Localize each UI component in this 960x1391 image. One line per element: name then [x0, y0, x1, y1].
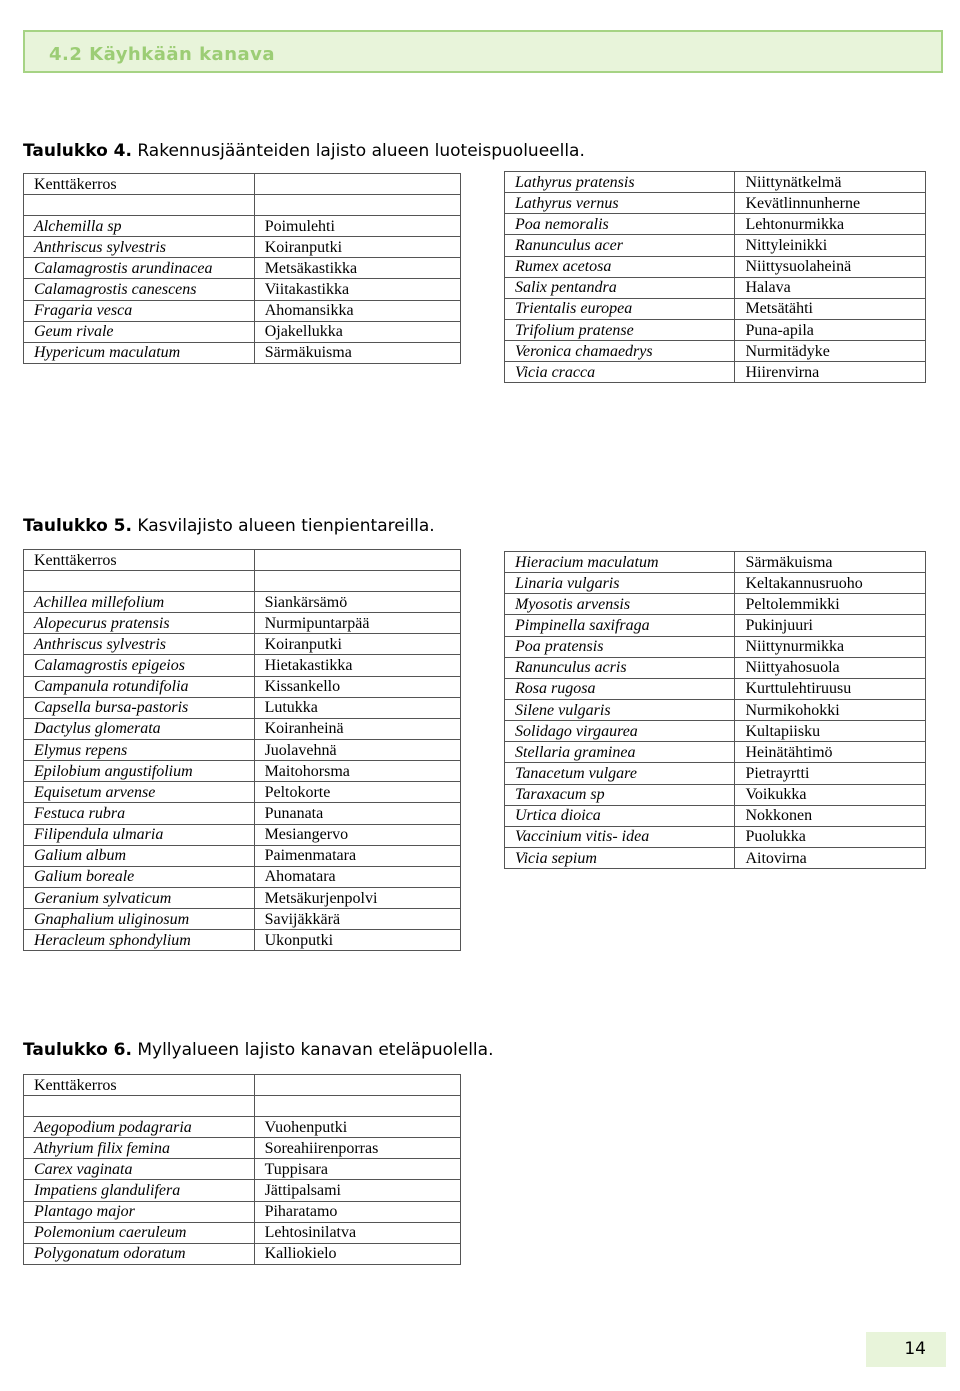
latin-name: Pimpinella saxifraga — [505, 615, 735, 636]
table-row — [24, 909, 461, 930]
common-name: Niittynurmikka — [735, 636, 926, 657]
table-row — [505, 277, 926, 298]
table-row — [24, 930, 461, 951]
section-title: 4.2 Käyhkään kanava — [49, 44, 276, 65]
empty-cell — [24, 1096, 255, 1117]
table-row — [505, 362, 926, 383]
table-row — [505, 214, 926, 235]
latin-name: Salix pentandra — [505, 277, 735, 298]
species-table-right — [504, 171, 926, 383]
latin-name: Myosotis arvensis — [505, 594, 735, 615]
common-name: Kurttulehtiruusu — [735, 678, 926, 699]
common-name: Aitovirna — [735, 847, 926, 868]
common-name: Pietrayrtti — [735, 763, 926, 784]
latin-name: Rumex acetosa — [505, 256, 735, 277]
common-name: Ahomansikka — [254, 300, 460, 321]
latin-name: Plantago major — [24, 1201, 255, 1222]
table-row — [505, 721, 926, 742]
common-name: Nurmipuntarpää — [254, 613, 460, 634]
latin-name: Geranium sylvaticum — [24, 887, 255, 908]
layer-header: Kenttäkerros — [24, 550, 255, 571]
latin-name: Alopecurus pratensis — [24, 613, 255, 634]
latin-name: Elymus repens — [24, 739, 255, 760]
common-name: Niittyahosuola — [735, 657, 926, 678]
table-header-row — [24, 1075, 461, 1096]
common-name: Nurmitädyke — [735, 341, 926, 362]
species-table-left — [23, 1074, 461, 1265]
common-name: Niittysuolaheinä — [735, 256, 926, 277]
empty-cell — [254, 195, 460, 216]
table-row — [505, 615, 926, 636]
table-row — [24, 613, 461, 634]
latin-name: Calamagrostis epigeios — [24, 655, 255, 676]
latin-name: Geum rivale — [24, 321, 255, 342]
common-name: Paimenmatara — [254, 845, 460, 866]
latin-name: Lathyrus vernus — [505, 193, 735, 214]
common-name: Metsätähti — [735, 298, 926, 319]
table-row — [24, 342, 461, 363]
latin-name: Stellaria graminea — [505, 742, 735, 763]
table-row — [24, 803, 461, 824]
spacer-row — [24, 195, 461, 216]
table-row — [24, 1159, 461, 1180]
layer-header: Kenttäkerros — [24, 174, 255, 195]
table-row — [505, 784, 926, 805]
common-name: Särmäkuisma — [735, 552, 926, 573]
common-name: Poimulehti — [254, 216, 460, 237]
common-name: Särmäkuisma — [254, 342, 460, 363]
table-row — [505, 298, 926, 319]
latin-name: Vicia cracca — [505, 362, 735, 383]
latin-name: Gnaphalium uliginosum — [24, 909, 255, 930]
table-row — [505, 341, 926, 362]
empty-cell — [254, 1075, 460, 1096]
latin-name: Veronica chamaedrys — [505, 341, 735, 362]
common-name: Jättipalsami — [254, 1180, 460, 1201]
table-row — [24, 258, 461, 279]
table-row — [24, 1201, 461, 1222]
latin-name: Trientalis europea — [505, 298, 735, 319]
common-name: Puolukka — [735, 826, 926, 847]
common-name: Kalliokielo — [254, 1243, 460, 1264]
latin-name: Anthriscus sylvestris — [24, 634, 255, 655]
common-name: Viitakastikka — [254, 279, 460, 300]
latin-name: Athyrium filix femina — [24, 1138, 255, 1159]
table-row — [505, 256, 926, 277]
latin-name: Vaccinium vitis- idea — [505, 826, 735, 847]
table-row — [24, 655, 461, 676]
latin-name: Tanacetum vulgare — [505, 763, 735, 784]
common-name: Koiranputki — [254, 634, 460, 655]
common-name: Maitohorsma — [254, 761, 460, 782]
caption-text: Rakennusjäänteiden lajisto alueen luoteispuolueella. — [131, 141, 585, 161]
species-table-right — [504, 551, 926, 869]
common-name: Vuohenputki — [254, 1117, 460, 1138]
empty-cell — [254, 571, 460, 592]
latin-name: Alchemilla sp — [24, 216, 255, 237]
latin-name: Lathyrus pratensis — [505, 172, 735, 193]
common-name: Tuppisara — [254, 1159, 460, 1180]
latin-name: Silene vulgaris — [505, 699, 735, 720]
common-name: Puna-apila — [735, 319, 926, 340]
table-row — [505, 573, 926, 594]
latin-name: Achillea millefolium — [24, 592, 255, 613]
table-caption — [23, 1040, 493, 1060]
latin-name: Festuca rubra — [24, 803, 255, 824]
latin-name: Solidago virgaurea — [505, 721, 735, 742]
latin-name: Capsella bursa-pastoris — [24, 697, 255, 718]
latin-name: Rosa rugosa — [505, 678, 735, 699]
table-row — [505, 193, 926, 214]
common-name: Niittynätkelmä — [735, 172, 926, 193]
table-row — [24, 279, 461, 300]
common-name: Metsäkurjenpolvi — [254, 887, 460, 908]
latin-name: Impatiens glandulifera — [24, 1180, 255, 1201]
spacer-row — [24, 571, 461, 592]
table-row — [24, 782, 461, 803]
latin-name: Epilobium angustifolium — [24, 761, 255, 782]
common-name: Kultapiisku — [735, 721, 926, 742]
common-name: Piharatamo — [254, 1201, 460, 1222]
common-name: Hietakastikka — [254, 655, 460, 676]
table-row — [505, 594, 926, 615]
table-row — [505, 805, 926, 826]
caption-number: Taulukko 6. — [23, 1040, 132, 1060]
latin-name: Poa pratensis — [505, 636, 735, 657]
latin-name: Polemonium caeruleum — [24, 1222, 255, 1243]
common-name: Metsäkastikka — [254, 258, 460, 279]
table-row — [24, 216, 461, 237]
table-row — [24, 237, 461, 258]
table-row — [24, 824, 461, 845]
table-row — [24, 1117, 461, 1138]
empty-cell — [24, 195, 255, 216]
latin-name: Dactylus glomerata — [24, 718, 255, 739]
latin-name: Linaria vulgaris — [505, 573, 735, 594]
latin-name: Taraxacum sp — [505, 784, 735, 805]
empty-cell — [254, 1096, 460, 1117]
common-name: Voikukka — [735, 784, 926, 805]
latin-name: Aegopodium podagraria — [24, 1117, 255, 1138]
latin-name: Ranunculus acer — [505, 235, 735, 256]
table-row — [505, 763, 926, 784]
latin-name: Filipendula ulmaria — [24, 824, 255, 845]
species-table-left — [23, 173, 461, 364]
latin-name: Fragaria vesca — [24, 300, 255, 321]
common-name: Nurmikohokki — [735, 699, 926, 720]
table-header-row — [24, 550, 461, 571]
latin-name: Galium album — [24, 845, 255, 866]
latin-name: Hieracium maculatum — [505, 552, 735, 573]
caption-text: Kasvilajisto alueen tienpientareilla. — [131, 516, 435, 536]
common-name: Pukinjuuri — [735, 615, 926, 636]
spacer-row — [24, 1096, 461, 1117]
table-row — [24, 697, 461, 718]
latin-name: Polygonatum odoratum — [24, 1243, 255, 1264]
common-name: Soreahiirenporras — [254, 1138, 460, 1159]
page-number: 14 — [866, 1332, 946, 1367]
table-row — [505, 319, 926, 340]
latin-name: Calamagrostis canescens — [24, 279, 255, 300]
latin-name: Carex vaginata — [24, 1159, 255, 1180]
table-row — [24, 1138, 461, 1159]
caption-number: Taulukko 5. — [23, 516, 132, 536]
common-name: Lehtosinilatva — [254, 1222, 460, 1243]
common-name: Kissankello — [254, 676, 460, 697]
table-row — [505, 847, 926, 868]
common-name: Hiirenvirna — [735, 362, 926, 383]
table-row — [24, 1180, 461, 1201]
common-name: Kevätlinnunherne — [735, 193, 926, 214]
latin-name: Equisetum arvense — [24, 782, 255, 803]
common-name: Peltokorte — [254, 782, 460, 803]
latin-name: Campanula rotundifolia — [24, 676, 255, 697]
table-row — [24, 845, 461, 866]
latin-name: Urtica dioica — [505, 805, 735, 826]
common-name: Nittyleinikki — [735, 235, 926, 256]
empty-cell — [24, 571, 255, 592]
section-header — [23, 30, 943, 73]
table-header-row — [24, 174, 461, 195]
layer-header: Kenttäkerros — [24, 1075, 255, 1096]
empty-cell — [254, 550, 460, 571]
species-table-left — [23, 549, 461, 951]
latin-name: Ranunculus acris — [505, 657, 735, 678]
table-row — [24, 634, 461, 655]
table-row — [505, 678, 926, 699]
table-row — [24, 761, 461, 782]
common-name: Ahomatara — [254, 866, 460, 887]
common-name: Nokkonen — [735, 805, 926, 826]
table-row — [24, 321, 461, 342]
latin-name: Vicia sepium — [505, 847, 735, 868]
table-caption — [23, 516, 435, 536]
latin-name: Trifolium pratense — [505, 319, 735, 340]
table-row — [24, 739, 461, 760]
latin-name: Calamagrostis arundinacea — [24, 258, 255, 279]
empty-cell — [254, 174, 460, 195]
common-name: Siankärsämö — [254, 592, 460, 613]
table-row — [505, 742, 926, 763]
table-row — [24, 887, 461, 908]
common-name: Peltolemmikki — [735, 594, 926, 615]
latin-name: Galium boreale — [24, 866, 255, 887]
common-name: Ukonputki — [254, 930, 460, 951]
caption-number: Taulukko 4. — [23, 141, 132, 161]
common-name: Halava — [735, 277, 926, 298]
table-row — [505, 636, 926, 657]
table-row — [505, 552, 926, 573]
table-row — [24, 1222, 461, 1243]
common-name: Mesiangervo — [254, 824, 460, 845]
latin-name: Anthriscus sylvestris — [24, 237, 255, 258]
table-row — [24, 592, 461, 613]
common-name: Koiranheinä — [254, 718, 460, 739]
latin-name: Poa nemoralis — [505, 214, 735, 235]
common-name: Koiranputki — [254, 237, 460, 258]
table-row — [505, 172, 926, 193]
table-row — [24, 718, 461, 739]
table-row — [24, 300, 461, 321]
common-name: Keltakannusruoho — [735, 573, 926, 594]
common-name: Ojakellukka — [254, 321, 460, 342]
common-name: Lutukka — [254, 697, 460, 718]
table-row — [24, 1243, 461, 1264]
table-row — [24, 676, 461, 697]
common-name: Heinätähtimö — [735, 742, 926, 763]
table-row — [24, 866, 461, 887]
table-row — [505, 657, 926, 678]
common-name: Punanata — [254, 803, 460, 824]
latin-name: Heracleum sphondylium — [24, 930, 255, 951]
common-name: Savijäkkärä — [254, 909, 460, 930]
table-caption — [23, 141, 585, 161]
common-name: Lehtonurmikka — [735, 214, 926, 235]
latin-name: Hypericum maculatum — [24, 342, 255, 363]
table-row — [505, 699, 926, 720]
table-row — [505, 235, 926, 256]
table-row — [505, 826, 926, 847]
caption-text: Myllyalueen lajisto kanavan eteläpuolella. — [131, 1040, 494, 1060]
common-name: Juolavehnä — [254, 739, 460, 760]
